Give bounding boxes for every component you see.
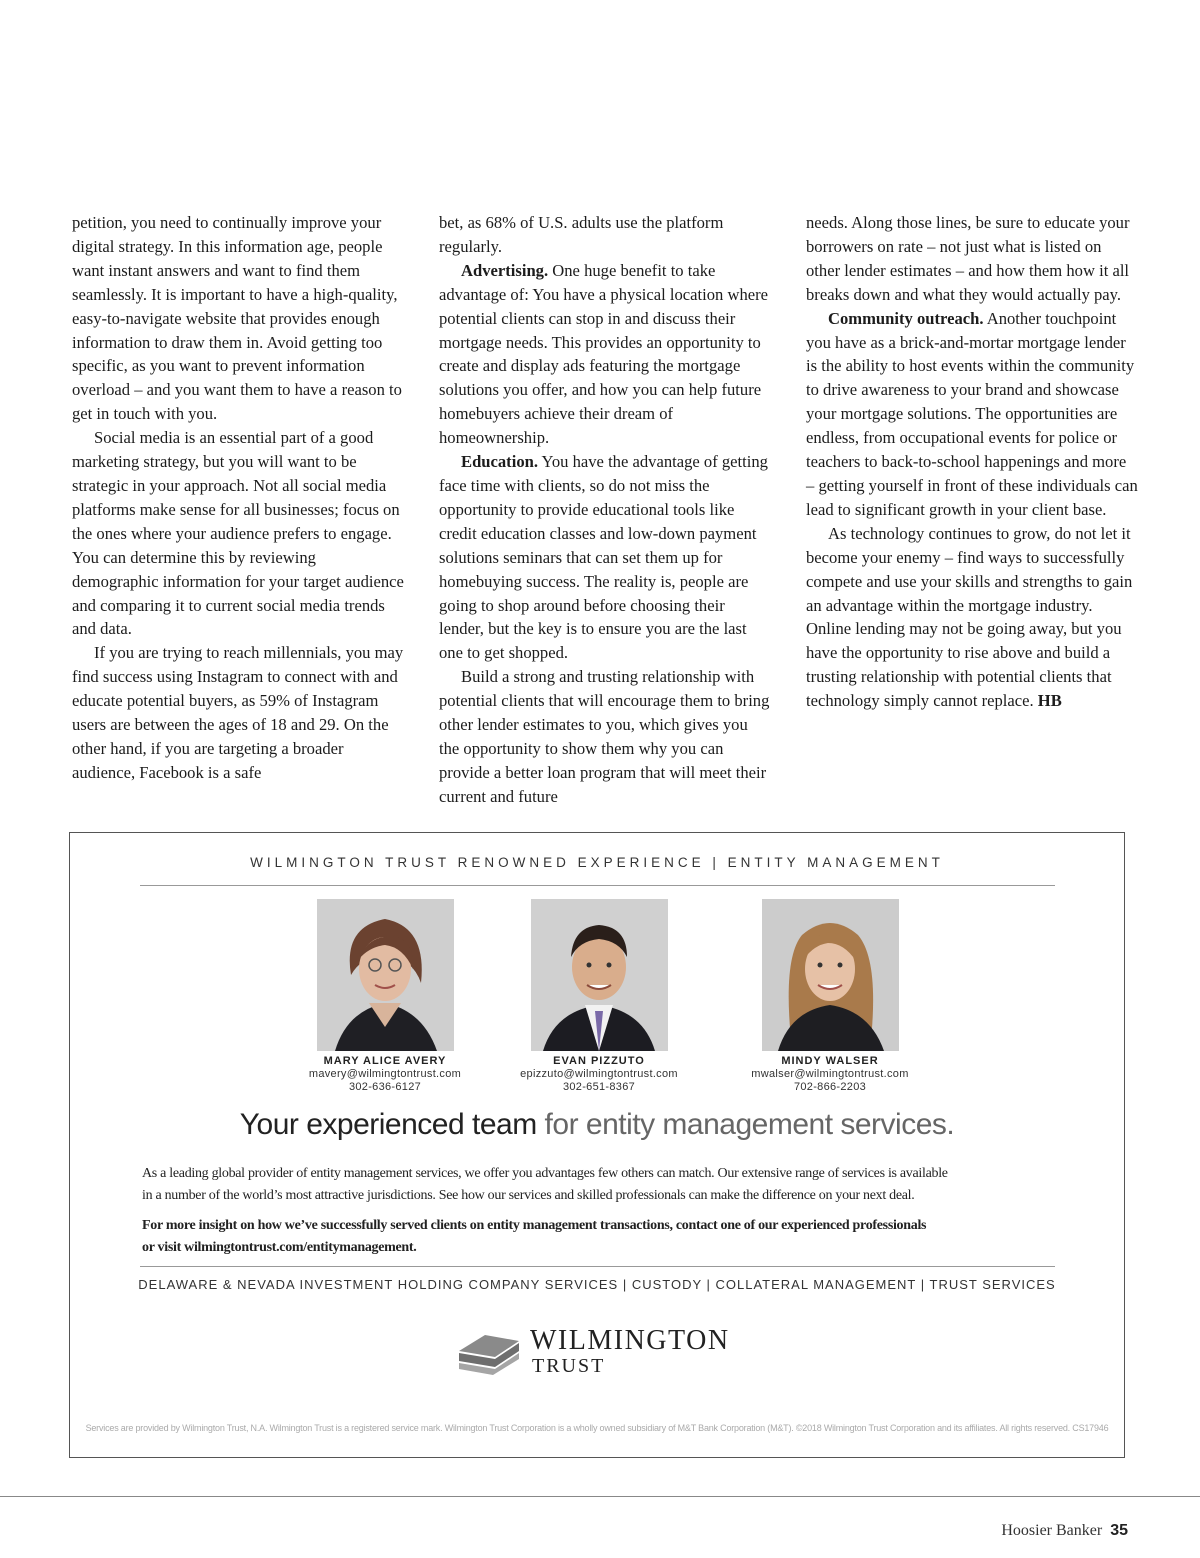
portrait-photo xyxy=(531,899,668,1051)
portrait-photo xyxy=(317,899,454,1051)
person-card xyxy=(489,899,709,1093)
person-name: MINDY WALSER xyxy=(781,1055,879,1067)
person-card xyxy=(275,899,495,1093)
cta-line[interactable]: or visit wilmingtontrust.com/entitymanagement. xyxy=(142,1240,417,1255)
logo-wordmark: WILMINGTON xyxy=(530,1325,730,1356)
ad-headline xyxy=(70,1108,1124,1142)
paragraph: If you are trying to reach millennials, you may find success using Instagram to connect with and educate potential buyers, as 59% of Instagram users are between the ages of 18 and 29. On the other hand, if you are targeting a broader audience, Facebook is a safe xyxy=(72,643,404,782)
paragraph: needs. Along those lines, be sure to educate your borrowers on rate – not just what is listed on other lender estimates – and how them how it all breaks down and what they would actually pay. xyxy=(806,213,1130,304)
paragraph-text: You have the advantage of getting face time with clients, so do not miss the opportunity to provide educational tools like credit education classes and low-down payment solutions seminars that can set them up for homebuying success. The reality is, people are going to shop around before choosing their lender, but the key is to ensure you are the last one to get shopped. xyxy=(439,452,768,663)
logo-mark-icon xyxy=(455,1329,523,1377)
divider xyxy=(140,885,1055,886)
paragraph: bet, as 68% of U.S. adults use the platform regularly. xyxy=(439,213,724,256)
logo-subword: TRUST xyxy=(532,1355,606,1377)
description-line: in a number of the world’s most attractive jurisdictions. See how our services and skilled professionals can make the difference on your next deal. xyxy=(142,1188,915,1203)
article-column-1 xyxy=(72,211,404,785)
article-column-3 xyxy=(806,211,1138,713)
cta-line: For more insight on how we’ve successfully served clients on entity management transactions, contact one of our experienced professionals xyxy=(142,1218,927,1233)
person-phone: 302-651-8367 xyxy=(562,1080,636,1093)
end-mark: HB xyxy=(1037,691,1062,711)
page-footer xyxy=(1001,1522,1128,1540)
section-heading: Community outreach. xyxy=(828,308,984,328)
section-heading: Advertising. xyxy=(461,260,549,280)
person-name: EVAN PIZZUTO xyxy=(553,1055,645,1067)
headline-dark: Your experienced team xyxy=(239,1108,537,1141)
paragraph: Social media is an essential part of a good marketing strategy, but you will want to be strategic in your approach. Not all social media platforms make sense for all businesses; focus on the ones where your audience prefers to engage. You can determine this by reviewing demographic information for your target audience and comparing it to current social media trends and data. xyxy=(72,428,404,639)
person-email[interactable]: mwalser@wilmingtontrust.com xyxy=(751,1068,909,1080)
section-heading: Education. xyxy=(461,452,538,472)
advertisement xyxy=(69,832,1125,1458)
person-phone: 702-866-2203 xyxy=(793,1080,867,1093)
paragraph-text: As technology continues to grow, do not let it become your enemy – find ways to successfully compete and use your skills and strengths to gain an advantage within the mortgage industry. Online lending may not be going away, but you have the opportunity to rise above and build a trusting relationship with potential clients that technology simply cannot replace. xyxy=(806,523,1133,711)
paragraph xyxy=(439,259,771,450)
paragraph-text: Another touchpoint you have as a brick-and-mortar mortgage lender is the ability to host events within the community to drive awareness to your brand and showcase your mortgage solutions. The opportunities are endless, from occupational events for police or teachers to back-to-school happenings and more – getting yourself in front of these individuals can lead to significant growth in your client base. xyxy=(806,308,1138,519)
paragraph xyxy=(806,307,1138,522)
portrait-photo xyxy=(762,899,899,1051)
person-name: MARY ALICE AVERY xyxy=(323,1055,447,1067)
ad-call-to-action xyxy=(142,1215,1052,1259)
paragraph xyxy=(806,522,1138,713)
ad-header: WILMINGTON TRUST RENOWNED EXPERIENCE | ENTITY MANAGEMENT xyxy=(250,855,944,870)
services-list: DELAWARE & NEVADA INVESTMENT HOLDING COMPANY SERVICES | CUSTODY | COLLATERAL MANAGEMENT | TRUST SERVICES xyxy=(138,1277,1056,1292)
footer-divider xyxy=(0,1496,1200,1497)
paragraph: Build a strong and trusting relationship with potential clients that will encourage them to bring other lender estimates to you, which gives you the opportunity to show them why you can provide a better loan program that will meet their current and future xyxy=(439,667,770,806)
publication-name: Hoosier Banker xyxy=(1001,1522,1103,1539)
paragraph xyxy=(439,450,771,665)
person-email[interactable]: epizzuto@wilmingtontrust.com xyxy=(520,1068,678,1080)
person-phone: 302-636-6127 xyxy=(348,1080,422,1093)
wilmington-trust-logo xyxy=(455,1323,755,1383)
paragraph: petition, you need to continually improve your digital strategy. In this information age, people want instant answers and want to find them seamlessly. It is important to have a high-quality, easy-to-navigate website that provides enough information to draw them in. Avoid getting too specific, as you want to prevent information overload – and you want them to have a reason to get in touch with you. xyxy=(72,213,402,424)
legal-disclaimer: Services are provided by Wilmington Trust, N.A. Wilmington Trust is a registered service mark. Wilmington Trust Corporation is a wholly owned subsidiary of M&T Bank Corporation (M&T). ©2018 Wilmington Trust Corporation and its affiliates. All rights reserved. CS17946 xyxy=(85,1423,1109,1433)
divider xyxy=(140,1266,1055,1267)
paragraph-text: One huge benefit to take advantage of: You have a physical location where potential clients can stop in and discuss their mortgage needs. This provides an opportunity to create and display ads featuring the mortgage solutions you offer, and how you can help future homebuyers achieve their dream of homeownership. xyxy=(439,260,769,448)
ad-description xyxy=(142,1163,1052,1207)
page-number: 35 xyxy=(1110,1522,1128,1539)
article-column-2 xyxy=(439,211,771,809)
logo-text xyxy=(530,1326,730,1376)
headline-grey: for entity management services. xyxy=(544,1108,955,1141)
description-line: As a leading global provider of entity management services, we offer you advantages few others can match. Our extensive range of services is available xyxy=(142,1166,948,1181)
person-email[interactable]: mavery@wilmingtontrust.com xyxy=(308,1068,462,1080)
person-card xyxy=(720,899,940,1093)
